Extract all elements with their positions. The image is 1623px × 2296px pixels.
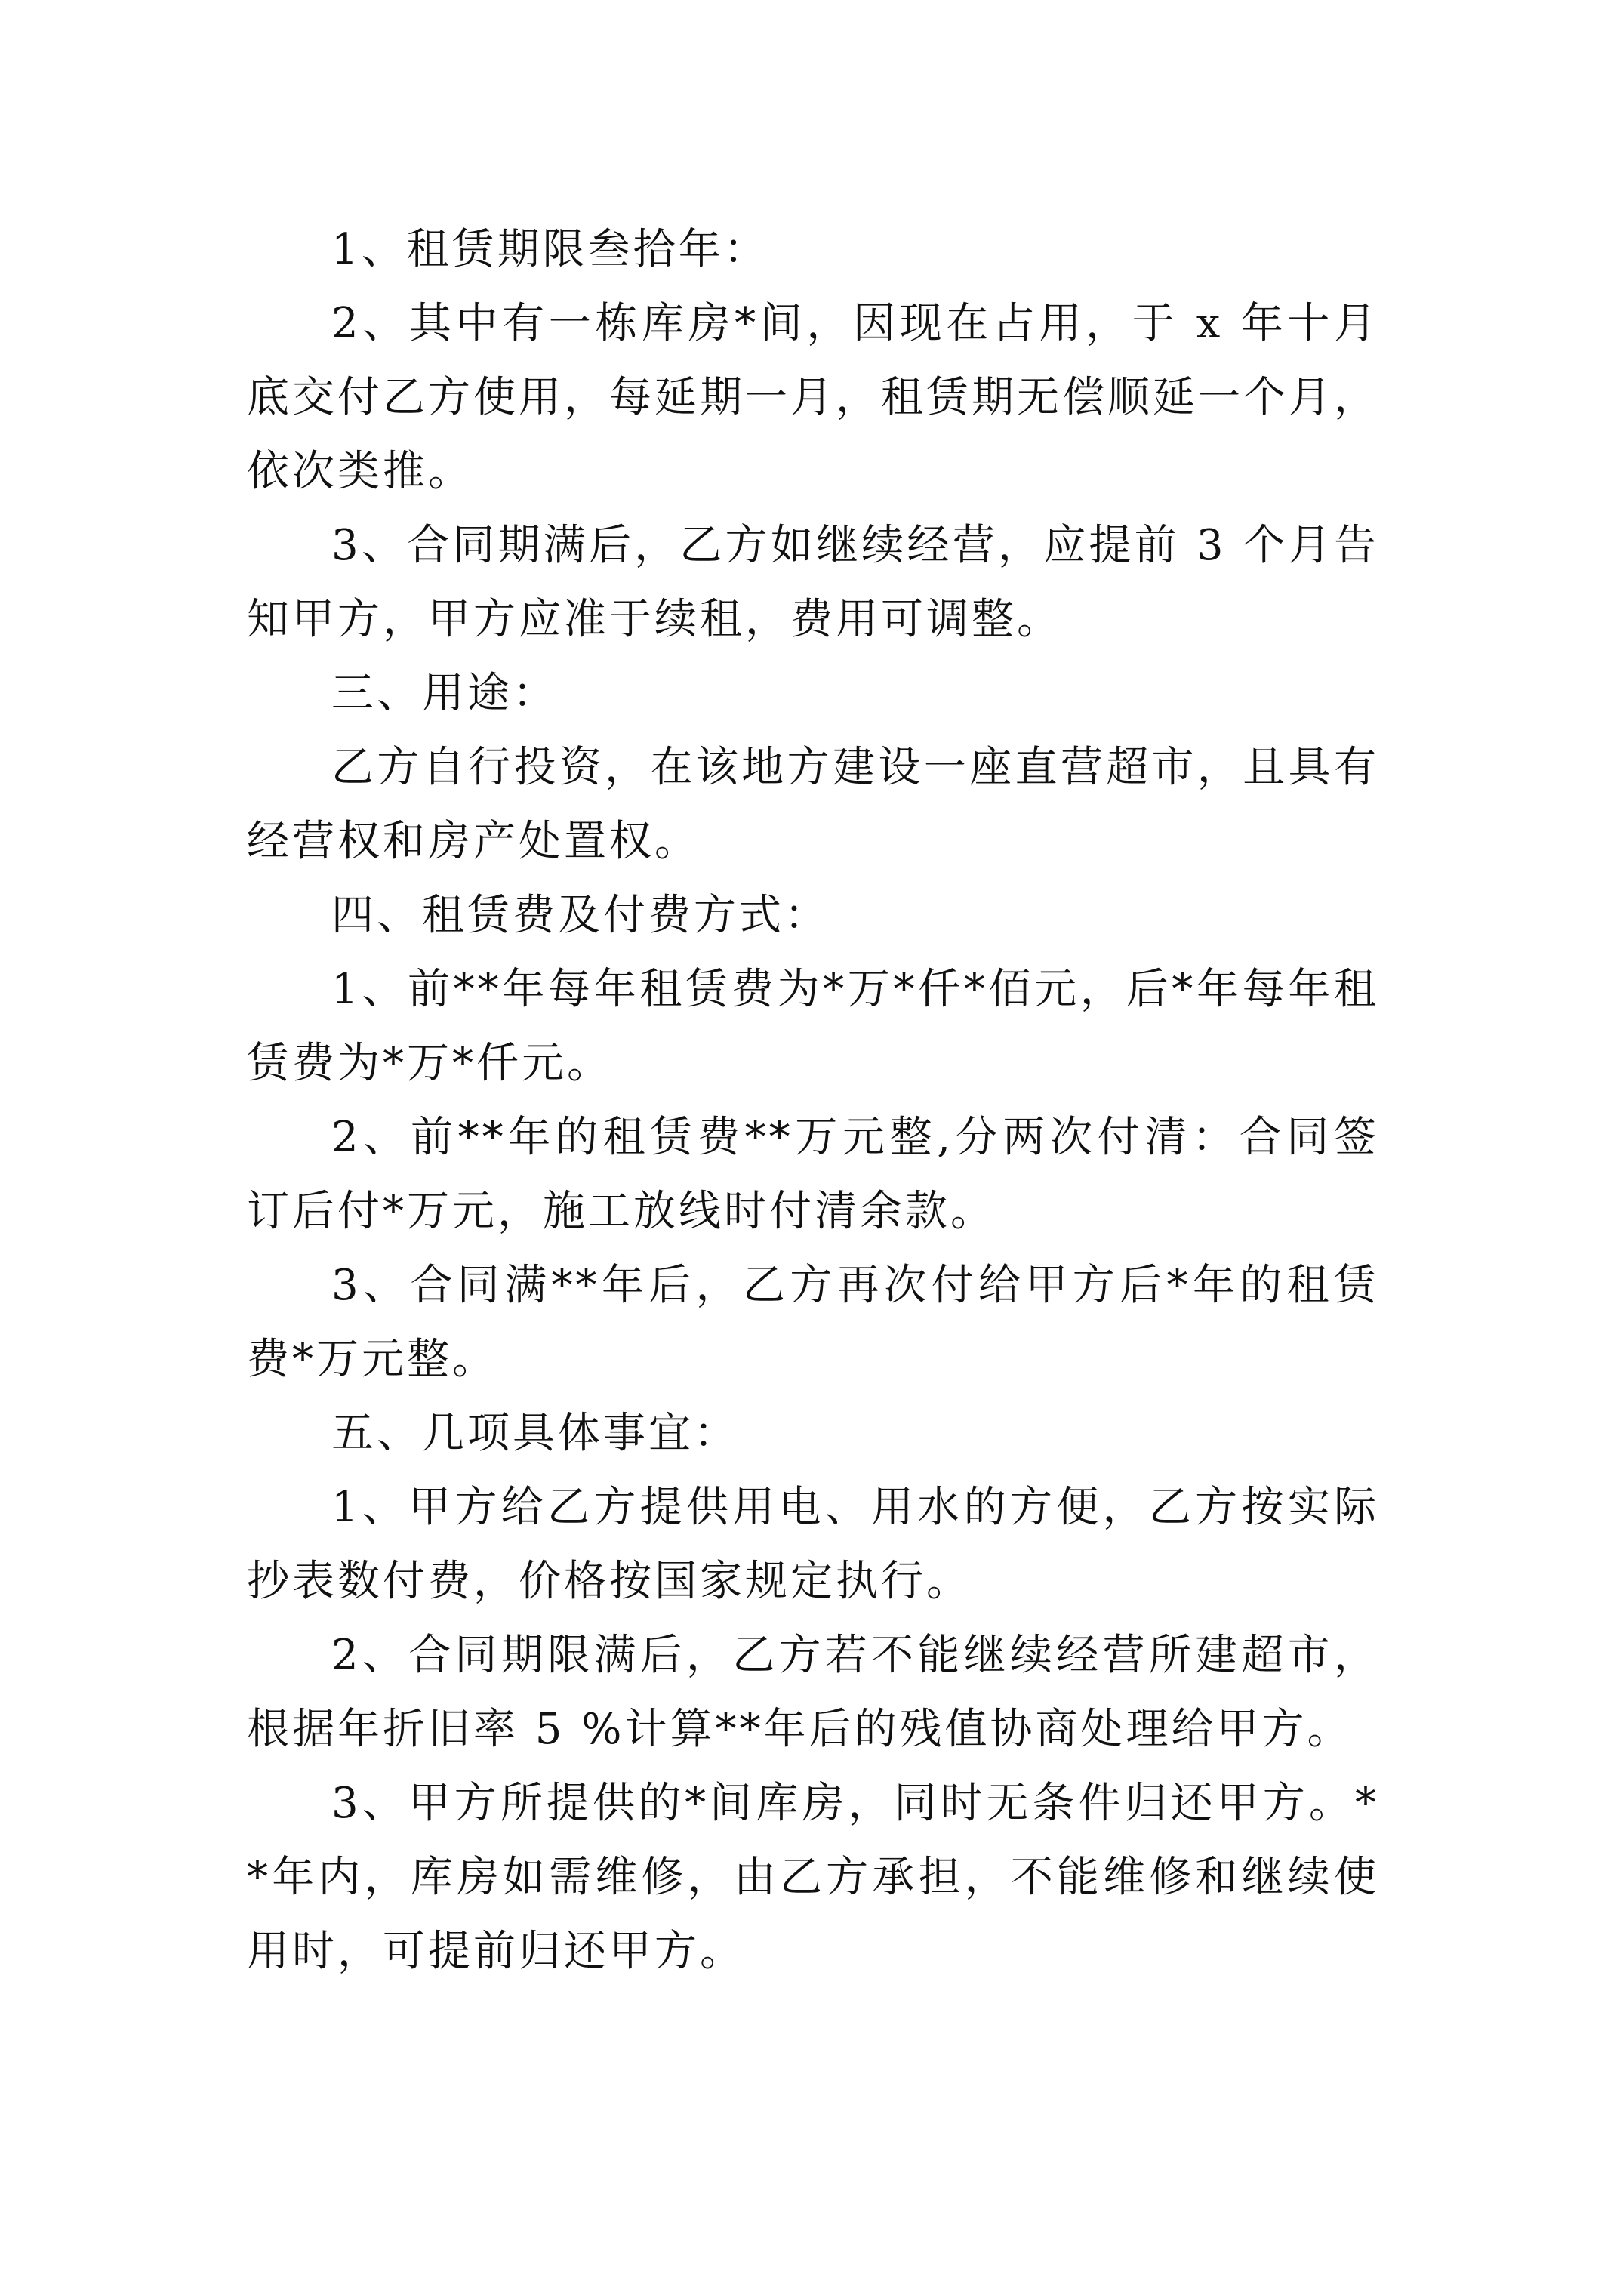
paragraph-utilities: 1、甲方给乙方提供用电、用水的方便，乙方按实际抄表数付费，价格按国家规定执行。	[247, 1483, 1379, 1606]
paragraph-renewal: 3、合同期满后，乙方如继续经营，应提前 3 个月告知甲方，甲方应准于续租，费用可调整。	[247, 521, 1380, 644]
section-heading-specific-matters: 五、几项具体事宜：	[331, 1409, 739, 1458]
paragraph-fee-amount: 1、前**年每年租赁费为*万*仟*佰元，后*年每年租赁费为*万*仟元。	[247, 965, 1379, 1088]
paragraph-fee-installments: 2、前**年的租赁费**万元整,分两次付清：合同签订后付*万元，施工放线时付清余款。	[247, 1113, 1379, 1236]
paragraph-warehouse-delivery: 2、其中有一栋库房*间，因现在占用，于 x 年十月底交付乙方使用，每延期一月，租赁期无偿顺延一个月，依次类推。	[247, 299, 1379, 496]
document-body	[247, 213, 1379, 1989]
paragraph-purpose: 乙方自行投资，在该地方建设一座直营超市，且具有经营权和房产处置权。	[247, 743, 1379, 866]
paragraph-residual-value: 2、合同期限满后，乙方若不能继续经营所建超市，根据年折旧率 5 %计算**年后的残值协商处理给甲方。	[247, 1631, 1379, 1754]
paragraph-lease-term: 1、租赁期限叁拾年：	[331, 225, 769, 274]
section-heading-purpose: 三、用途：	[331, 669, 558, 718]
paragraph-warehouse-return: 3、甲方所提供的*间库房，同时无条件归还甲方。**年内，库房如需维修，由乙方承担，不能维修和继续使用时，可提前归还甲方。	[247, 1779, 1379, 1976]
paragraph-fee-later-years: 3、合同满**年后，乙方再次付给甲方后*年的租赁费*万元整。	[247, 1261, 1379, 1384]
section-heading-fees: 四、租赁费及付费方式：	[331, 891, 830, 940]
